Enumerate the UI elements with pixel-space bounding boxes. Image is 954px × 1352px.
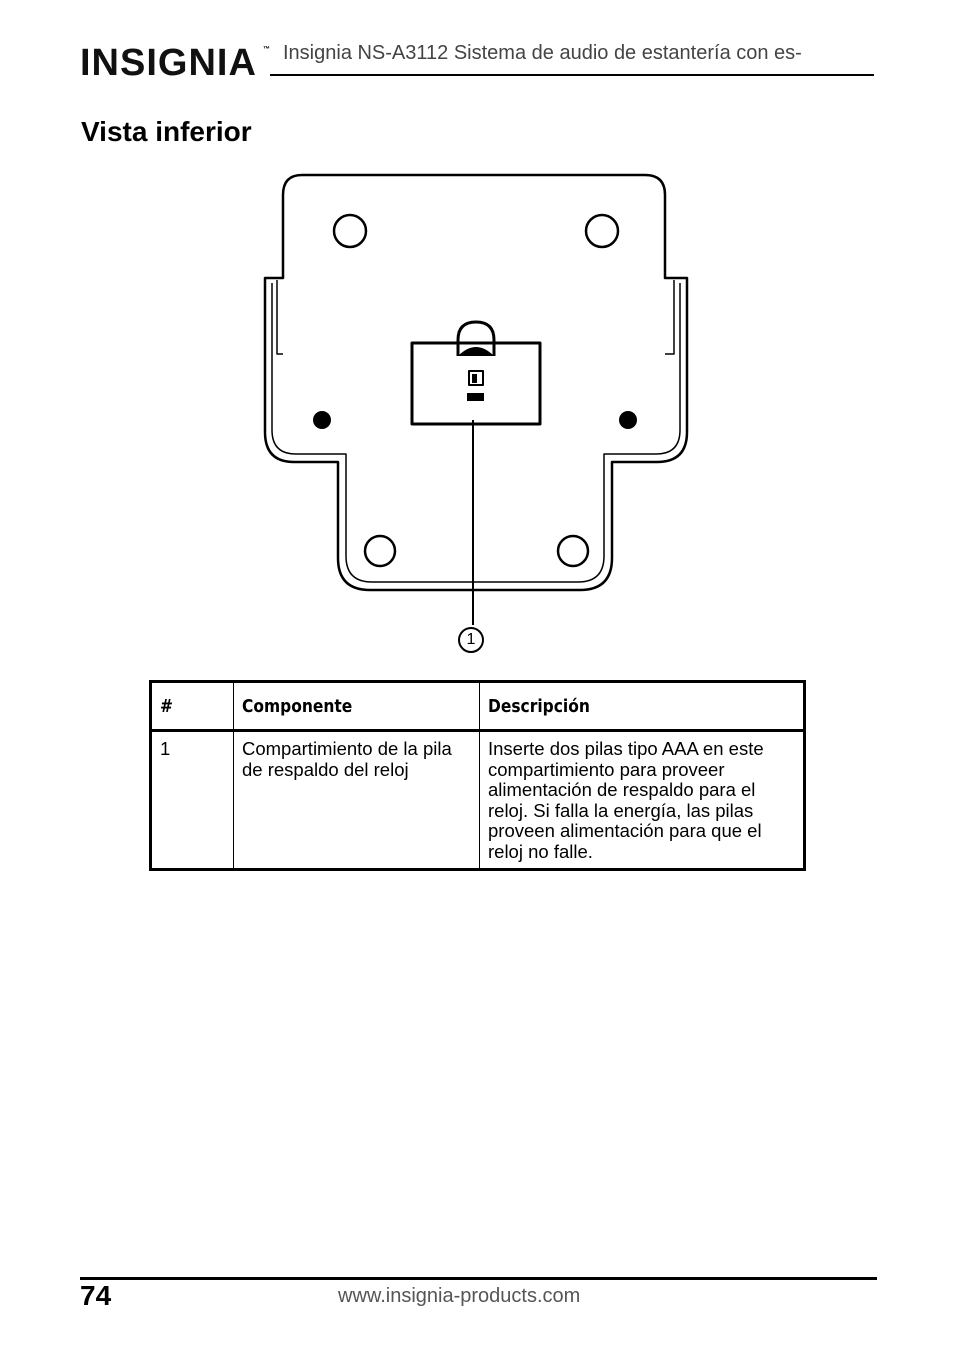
row-number: 1 [160, 738, 171, 759]
foot-hole-top-left [334, 215, 366, 247]
base-outline-inner [272, 283, 680, 582]
row-description: Inserte dos pilas tipo AAA en este compartimiento para proveer alimentación de respaldo para el reloj. Si falla la energía, las pilas proveen alimentación para que el reloj no falle. [480, 731, 805, 870]
compartment-slot [467, 393, 484, 401]
row-component: Compartimiento de la pila de respaldo del reloj [234, 731, 480, 870]
indicator-fill [472, 374, 477, 383]
components-table [149, 680, 806, 871]
page-number: 74 [80, 1280, 112, 1311]
foot-hole-bottom-right [558, 536, 588, 566]
screw-right [619, 411, 637, 429]
foot-hole-bottom-left [365, 536, 395, 566]
table-header-row [151, 682, 805, 731]
trademark-symbol: ™ [263, 46, 270, 53]
header-rule [270, 74, 874, 76]
insignia-logo [80, 38, 270, 88]
header-number: # [151, 682, 234, 731]
footer-rule [80, 1277, 877, 1280]
header-component: Componente [234, 682, 480, 731]
latch-dome [458, 347, 494, 356]
bottom-view-diagram [240, 165, 710, 625]
footer-url: www.insignia-products.com [338, 1285, 581, 1307]
header-title: Insignia NS-A3112 Sistema de audio de estantería con es- [283, 42, 802, 64]
brand-wordmark: INSIGNIA [80, 42, 257, 84]
left-rail [277, 280, 283, 354]
section-title: Vista inferior [81, 116, 252, 147]
screw-left [313, 411, 331, 429]
header-description: Descripción [480, 682, 805, 731]
right-rail [665, 280, 674, 354]
callout-number: 1 [458, 627, 484, 653]
foot-hole-top-right [586, 215, 618, 247]
table-row [151, 731, 805, 870]
